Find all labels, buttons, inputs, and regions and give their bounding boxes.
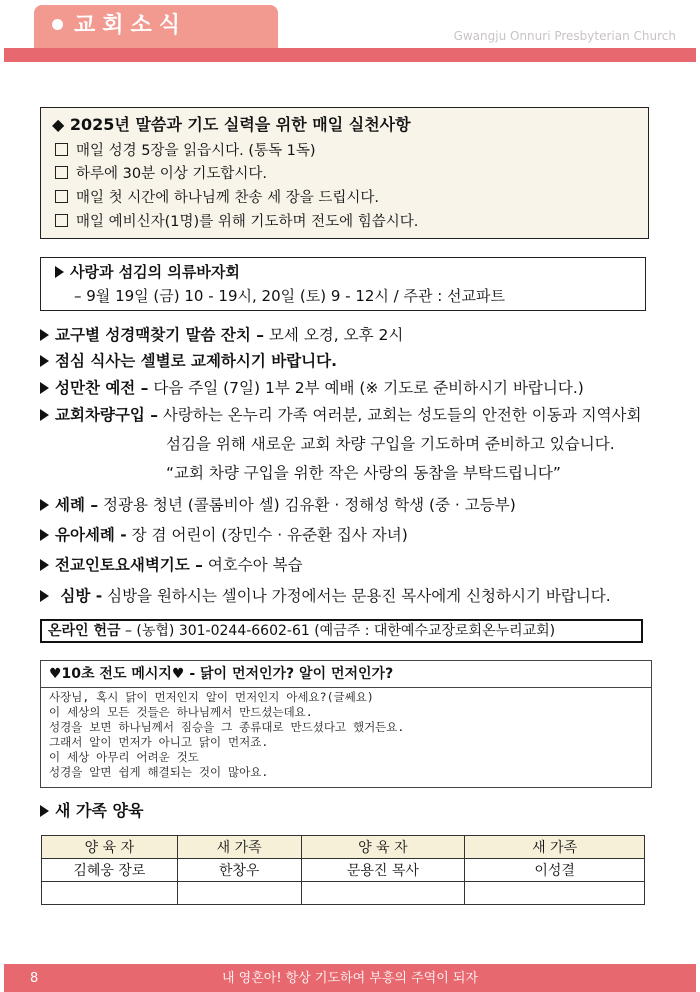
table-cell — [465, 882, 645, 905]
church-name: Gwangju Onnuri Presbyterian Church — [453, 29, 676, 43]
checkbox-icon — [55, 214, 68, 227]
triangle-bullet-icon — [40, 499, 49, 511]
table-header-cell: 양 육 자 — [301, 836, 465, 859]
message-line: 이 세상 아무리 어려운 것도 — [49, 750, 199, 764]
table-cell: 문용진 목사 — [301, 859, 465, 882]
announcement-item: 교회차량구입 – 사랑하는 온누리 가족 여러분, 교회는 성도들의 안전한 이동과 지역사회 — [40, 404, 642, 426]
table-header-cell: 새 가족 — [465, 836, 645, 859]
table-cell: 김혜웅 장로 — [42, 859, 178, 882]
table-row — [42, 859, 645, 882]
footer-motto: 내 영혼아! 항상 기도하여 부흥의 주역이 되자 — [221, 971, 479, 986]
online-offering-box: 온라인 헌금 – (농협) 301-0244-6602-61 (예금주 : 대한예수교장로회온누리교회) — [40, 619, 643, 643]
table-cell: 한창우 — [177, 859, 301, 882]
header-bar — [4, 48, 696, 62]
message-title: ♥10초 전도 메시지♥ - 닭이 먼저인가? 알이 먼저인가? — [41, 661, 651, 688]
practice-item: 매일 예비신자(1명)를 위해 기도하며 전도에 힘씁시다. — [55, 212, 418, 232]
new-family-table — [41, 835, 645, 905]
triangle-bullet-icon — [40, 329, 49, 341]
bazaar-title: 사랑과 섬김의 의류바자회 — [55, 261, 240, 283]
table-header-row — [42, 836, 645, 859]
triangle-bullet-icon — [40, 355, 49, 367]
evangelism-message-box — [40, 660, 652, 788]
announcement-item: 점심 식사는 셀별로 교제하시기 바랍니다. — [40, 350, 337, 372]
practice-item: 매일 성경 5장을 읽읍시다. (통독 1독) — [55, 141, 316, 161]
table-cell — [177, 882, 301, 905]
announcement-continuation: “교회 차량 구입을 위한 작은 사랑의 동참을 부탁드립니다” — [166, 464, 561, 482]
table-cell: 이성결 — [465, 859, 645, 882]
practice-box — [40, 107, 649, 239]
page-number: 8 — [30, 971, 39, 986]
message-line: 성경을 보면 하나님께서 짐승을 그 종류대로 만드셨다고 했거든요. — [49, 720, 405, 734]
triangle-bullet-icon — [40, 409, 49, 421]
triangle-bullet-icon — [40, 590, 49, 602]
message-line: 이 세상의 모든 것들은 하나님께서 만드셨는데요. — [49, 705, 313, 719]
checkbox-icon — [55, 143, 68, 156]
announcement-continuation: 섬김을 위해 새로운 교회 차량 구입을 기도하며 준비하고 있습니다. — [166, 435, 615, 453]
announcement-item: 전교인토요새벽기도 – 여호수아 복습 — [40, 554, 303, 576]
practice-title: ◆ 2025년 말씀과 기도 실력을 위한 매일 실천사항 — [52, 115, 411, 134]
practice-item: 매일 첫 시간에 하나님께 찬송 세 장을 드립시다. — [55, 188, 379, 208]
triangle-bullet-icon — [40, 559, 49, 571]
new-family-title: 새 가족 양육 — [40, 800, 143, 822]
triangle-bullet-icon — [40, 529, 49, 541]
message-line: 사장님, 혹시 닭이 먼저인지 알이 먼저인지 아세요?(글쎄요) — [49, 690, 374, 704]
message-line: 그래서 알이 먼저가 아니고 닭이 먼저죠. — [49, 735, 269, 749]
triangle-bullet-icon — [55, 266, 64, 278]
announcement-item: 세례 – 정광용 청년 (콜롬비아 셀) 김유환 · 정해성 학생 (중 · 고등부) — [40, 494, 516, 516]
diamond-icon: ◆ — [52, 115, 65, 134]
table-header-cell: 새 가족 — [177, 836, 301, 859]
announcement-item: 교구별 성경맥찾기 말씀 잔치 – 모세 오경, 오후 2시 — [40, 324, 403, 346]
practice-item: 하루에 30분 이상 기도합시다. — [55, 164, 267, 184]
table-cell — [42, 882, 178, 905]
bazaar-box — [40, 257, 646, 311]
checkbox-icon — [55, 190, 68, 203]
table-header-cell: 양 육 자 — [42, 836, 178, 859]
bullet-dot-icon — [52, 19, 63, 30]
triangle-bullet-icon — [40, 382, 49, 394]
section-title: 교회소식 — [74, 13, 188, 38]
bazaar-detail: – 9월 19일 (금) 10 - 19시, 20일 (토) 9 - 12시 / 주관 : 선교파트 — [74, 287, 506, 305]
message-line: 성경을 알면 쉽게 해결되는 것이 많아요. — [49, 765, 269, 779]
announcement-item: 심방 - 심방을 원하시는 셀이나 가정에서는 문용진 목사에게 신청하시기 바랍니다. — [40, 585, 611, 607]
triangle-bullet-icon — [40, 805, 49, 817]
announcement-item: 성만찬 예전 – 다음 주일 (7일) 1부 2부 예배 (※ 기도로 준비하시기 바랍니다.) — [40, 377, 584, 399]
table-cell — [301, 882, 465, 905]
checkbox-icon — [55, 166, 68, 179]
announcement-item: 유아세례 - 장 겸 어린이 (장민수 · 유준환 집사 자녀) — [40, 524, 408, 546]
table-row — [42, 882, 645, 905]
